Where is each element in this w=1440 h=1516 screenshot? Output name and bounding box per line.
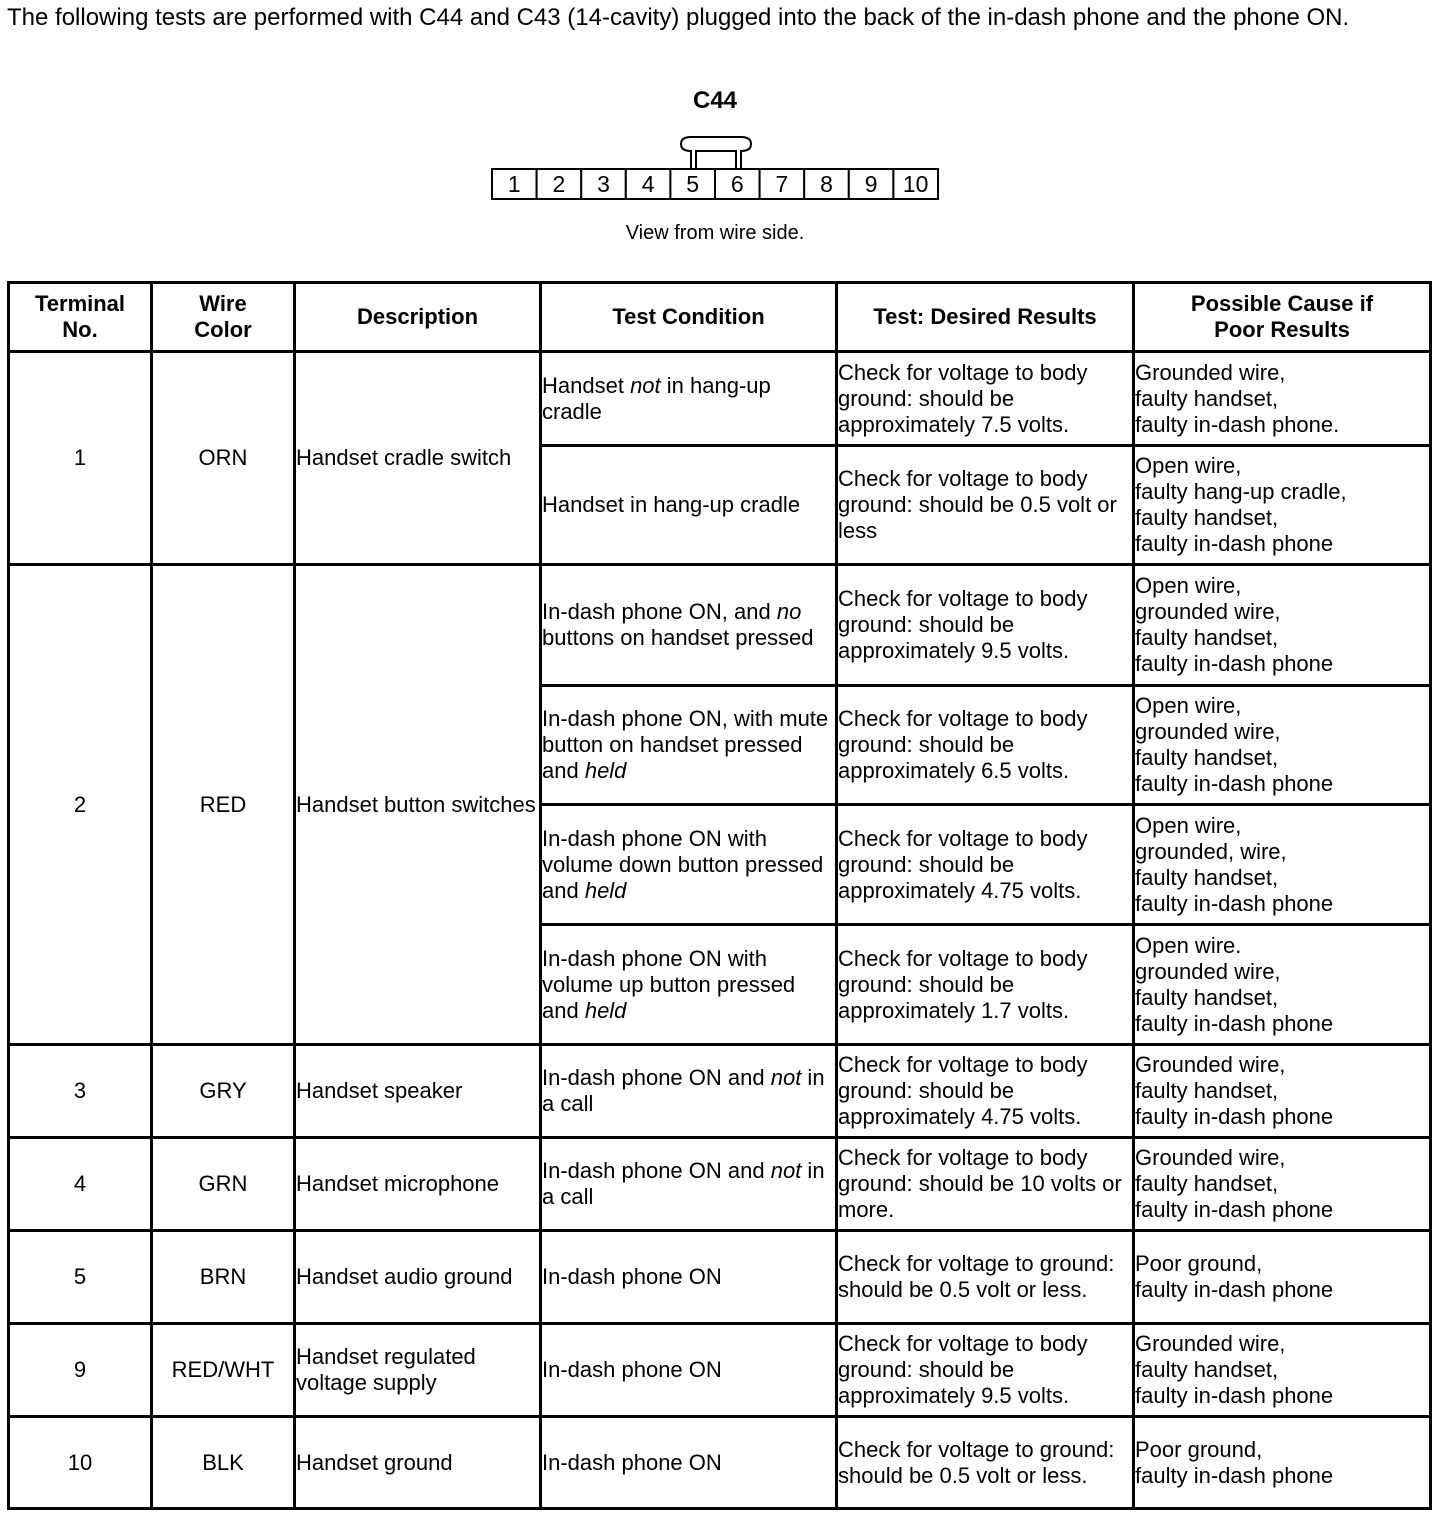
test-table: [7, 281, 1432, 1510]
terminal-number: 10: [9, 1417, 152, 1509]
connector-terminal-number: 6: [730, 171, 744, 197]
condition-text: Handset in hang-up cradle: [542, 492, 801, 517]
connector-terminal-number: 10: [902, 171, 929, 197]
desired-result: Check for voltage to ground: should be 0.5 volt or less.: [837, 1417, 1134, 1509]
cause-line: Open wire,: [1135, 573, 1242, 598]
description: Handset button switches: [295, 565, 541, 1045]
table-row: [9, 1231, 1431, 1324]
table-row: [9, 352, 1431, 446]
cause-line: faulty handset,: [1135, 745, 1279, 770]
condition-text: In-dash phone ON: [542, 1264, 722, 1289]
wire-color: BRN: [152, 1231, 295, 1324]
test-condition: [541, 1417, 837, 1509]
terminal-number: 1: [9, 352, 152, 565]
connector-terminal-number: 5: [686, 171, 700, 197]
terminal-number: 5: [9, 1231, 152, 1324]
possible-cause: [1134, 1138, 1431, 1231]
test-condition: [541, 446, 837, 565]
possible-cause: [1134, 925, 1431, 1045]
description: Handset microphone: [295, 1138, 541, 1231]
cause-line: grounded wire,: [1135, 719, 1281, 744]
terminal-number: 2: [9, 565, 152, 1045]
terminal-number: 9: [9, 1324, 152, 1417]
connector-caption: View from wire side.: [625, 222, 805, 244]
description: Handset audio ground: [295, 1231, 541, 1324]
condition-text: buttons on handset pressed: [542, 625, 814, 650]
cause-line: faulty handset,: [1135, 385, 1279, 411]
table-row: [9, 565, 1431, 686]
cause-line: faulty in-dash phone.: [1135, 411, 1340, 437]
header-description: Description: [295, 283, 541, 352]
test-condition: [541, 565, 837, 686]
table-row: [9, 1045, 1431, 1138]
condition-text: In-dash phone ON, with mute button on handset pressed and: [542, 706, 829, 783]
condition-text: In-dash phone ON with volume down button pressed and: [542, 825, 824, 903]
cause-line: faulty in-dash phone: [1135, 651, 1334, 676]
condition-text: In-dash phone ON with volume up button pressed and: [542, 945, 796, 1023]
test-condition: [541, 1045, 837, 1138]
cause-line: faulty handset,: [1135, 505, 1279, 530]
condition-text: in a call: [542, 1158, 825, 1209]
test-condition: [541, 925, 837, 1045]
possible-cause: [1134, 352, 1431, 446]
connector-terminal-number: 7: [775, 171, 789, 197]
table-header-row: [9, 283, 1431, 352]
connector-terminal-number: 1: [507, 171, 521, 197]
cause-line: Poor ground,: [1135, 1251, 1263, 1276]
cause-line: Grounded wire,: [1135, 1331, 1286, 1356]
cause-line: faulty handset,: [1135, 625, 1279, 650]
desired-result: Check for voltage to body ground: should be approximately 9.5 volts.: [837, 1324, 1134, 1417]
cause-line: faulty in-dash phone: [1135, 1010, 1334, 1036]
condition-text: in hang-up cradle: [542, 372, 771, 424]
terminal-number: 3: [9, 1045, 152, 1138]
condition-emphasis: not: [770, 1158, 802, 1183]
terminal-number: 4: [9, 1138, 152, 1231]
table-row: [9, 1138, 1431, 1231]
cause-line: Grounded wire,: [1135, 1052, 1286, 1077]
cause-line: grounded, wire,: [1135, 838, 1287, 864]
condition-text: Handset: [542, 372, 631, 398]
desired-result: Check for voltage to body ground: should be approximately 1.7 volts.: [837, 925, 1134, 1045]
possible-cause: [1134, 805, 1431, 925]
desired-result: Check for voltage to body ground: should be approximately 6.5 volts.: [837, 686, 1134, 805]
cause-line: faulty in-dash phone: [1135, 1104, 1334, 1129]
test-condition: [541, 686, 837, 805]
test-condition: [541, 352, 837, 446]
cause-line: Poor ground,: [1135, 1436, 1263, 1462]
cause-line: faulty handset,: [1135, 1078, 1279, 1103]
test-condition: [541, 805, 837, 925]
desired-result: Check for voltage to body ground: should be approximately 4.75 volts.: [837, 805, 1134, 925]
test-condition: [541, 1231, 837, 1324]
cause-line: faulty in-dash phone: [1135, 1383, 1334, 1408]
description: Handset ground: [295, 1417, 541, 1509]
table-row: [9, 1417, 1431, 1509]
cause-line: Open wire,: [1135, 812, 1242, 838]
cause-line: faulty handset,: [1135, 864, 1279, 890]
cause-line: Open wire,: [1135, 453, 1242, 478]
condition-text: In-dash phone ON, and: [542, 599, 777, 624]
connector-terminal-number: 9: [864, 171, 878, 197]
test-condition: [541, 1138, 837, 1231]
header-possible-cause: Possible Cause if Poor Results: [1134, 283, 1431, 352]
cause-line: faulty in-dash phone: [1135, 890, 1334, 916]
cause-line: Grounded wire,: [1135, 1145, 1286, 1170]
condition-text: In-dash phone ON and: [542, 1158, 771, 1183]
cause-line: faulty handset,: [1135, 984, 1279, 1010]
cause-line: faulty in-dash phone: [1135, 1197, 1334, 1222]
wire-color: RED: [152, 565, 295, 1045]
condition-text: In-dash phone ON: [542, 1357, 722, 1382]
condition-emphasis: held: [584, 997, 627, 1023]
cause-line: faulty handset,: [1135, 1171, 1279, 1196]
desired-result: Check for voltage to ground: should be 0.5 volt or less.: [837, 1231, 1134, 1324]
cause-line: Open wire.: [1135, 932, 1242, 958]
cause-line: faulty in-dash phone: [1135, 531, 1334, 556]
desired-result: Check for voltage to body ground: should be 0.5 volt or less: [837, 446, 1134, 565]
possible-cause: [1134, 1324, 1431, 1417]
cause-line: faulty handset,: [1135, 1357, 1279, 1382]
wire-color: GRN: [152, 1138, 295, 1231]
connector-terminal-number: 2: [552, 171, 566, 197]
cause-line: faulty in-dash phone: [1135, 771, 1334, 796]
connector-terminal-number: 8: [820, 171, 833, 197]
connector-jumper: [681, 137, 751, 169]
condition-emphasis: held: [584, 758, 627, 783]
cause-line: faulty hang-up cradle,: [1135, 479, 1347, 504]
condition-emphasis: no: [776, 599, 802, 624]
header-test-condition: Test Condition: [541, 283, 837, 352]
connector-terminal-number: 3: [597, 171, 610, 197]
condition-emphasis: not: [630, 372, 661, 398]
condition-text: In-dash phone ON and: [542, 1065, 771, 1090]
desired-result: Check for voltage to body ground: should be approximately 4.75 volts.: [837, 1045, 1134, 1138]
possible-cause: [1134, 446, 1431, 565]
description: Handset speaker: [295, 1045, 541, 1138]
header-wire-color: Wire Color: [152, 283, 295, 352]
cause-line: Grounded wire,: [1135, 359, 1286, 385]
wire-color: ORN: [152, 352, 295, 565]
test-condition: [541, 1324, 837, 1417]
header-desired-results: Test: Desired Results: [837, 283, 1134, 352]
header-terminal: Terminal No.: [9, 283, 152, 352]
description: Handset cradle switch: [295, 352, 541, 565]
possible-cause: [1134, 1417, 1431, 1509]
connector-title: C44: [692, 87, 738, 114]
table-row: [9, 1324, 1431, 1417]
possible-cause: [1134, 686, 1431, 805]
cause-line: grounded wire,: [1135, 599, 1281, 624]
intro-paragraph: The following tests are performed with C44 and C43 (14-cavity) plugged into the back of the in-dash phone and the phone ON.: [7, 4, 1350, 31]
possible-cause: [1134, 1045, 1431, 1138]
cause-line: Open wire,: [1135, 693, 1242, 718]
wire-color: GRY: [152, 1045, 295, 1138]
connector-diagram: [488, 128, 942, 204]
condition-text: in a call: [542, 1065, 825, 1116]
possible-cause: [1134, 565, 1431, 686]
possible-cause: [1134, 1231, 1431, 1324]
cause-line: faulty in-dash phone: [1135, 1462, 1334, 1488]
condition-emphasis: not: [770, 1065, 802, 1090]
description: Handset regulated voltage supply: [295, 1324, 541, 1417]
cause-line: faulty in-dash phone: [1135, 1277, 1334, 1302]
condition-text: In-dash phone ON: [542, 1449, 722, 1475]
desired-result: Check for voltage to body ground: should be 10 volts or more.: [837, 1138, 1134, 1231]
connector-terminal-number: 4: [641, 171, 655, 197]
desired-result: Check for voltage to body ground: should be approximately 9.5 volts.: [837, 565, 1134, 686]
condition-emphasis: held: [584, 877, 627, 903]
cause-line: grounded wire,: [1135, 958, 1281, 984]
desired-result: Check for voltage to body ground: should be approximately 7.5 volts.: [837, 352, 1134, 446]
wire-color: BLK: [152, 1417, 295, 1509]
wire-color: RED/WHT: [152, 1324, 295, 1417]
